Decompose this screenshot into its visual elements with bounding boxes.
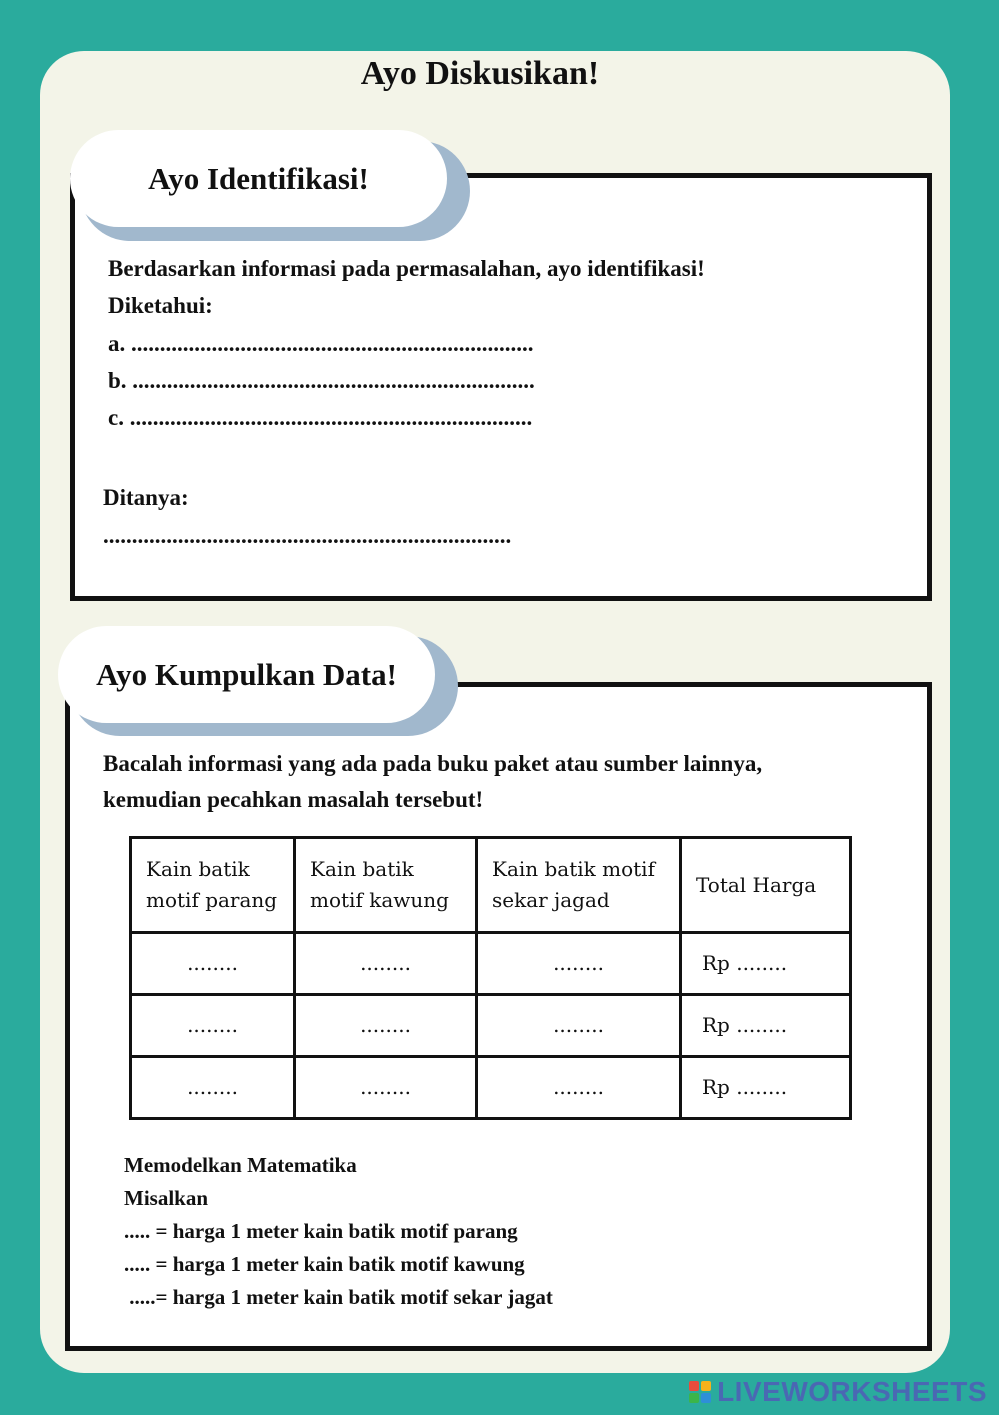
identify-heading-label: Ayo Identifikasi! xyxy=(148,160,369,196)
table-row xyxy=(131,995,851,1057)
known-label: Diketahui: xyxy=(108,293,213,318)
known-item-c[interactable]: c. ...................................................................... xyxy=(108,405,533,430)
header-total-label: Total Harga xyxy=(696,872,817,897)
known-item-a[interactable]: a. ...................................................................... xyxy=(108,331,534,356)
asked-answer-line[interactable]: ....................................................................... xyxy=(103,523,512,548)
header-sekar-jagad-line2: sekar jagad xyxy=(492,888,610,912)
collect-heading-label: Ayo Kumpulkan Data! xyxy=(96,656,397,692)
cell-parang[interactable]: ........ xyxy=(131,933,295,995)
price-table xyxy=(129,836,852,1120)
liveworksheets-brand xyxy=(689,1377,987,1407)
brand-label: LIVEWORKSHEETS xyxy=(717,1376,987,1407)
known-item-b[interactable]: b. ...................................................................... xyxy=(108,368,535,393)
cell-sekar-jagad[interactable]: ........ xyxy=(477,933,681,995)
model-line-kawung[interactable]: ..... = harga 1 meter kain batik motif kawung xyxy=(124,1252,525,1276)
liveworksheets-logo-icon xyxy=(689,1381,711,1403)
cell-total[interactable]: Rp ........ xyxy=(681,1057,851,1119)
header-sekar-jagad xyxy=(477,838,681,933)
cell-sekar-jagad[interactable]: ........ xyxy=(477,1057,681,1119)
cell-parang[interactable]: ........ xyxy=(131,995,295,1057)
table-row xyxy=(131,1057,851,1119)
collect-heading xyxy=(58,626,435,723)
identify-intro: Berdasarkan informasi pada permasalahan, ayo identifikasi! xyxy=(108,256,705,281)
model-let-label: Misalkan xyxy=(124,1186,209,1210)
model-line-parang[interactable]: ..... = harga 1 meter kain batik motif parang xyxy=(124,1219,518,1243)
header-sekar-jagad-line1: Kain batik motif xyxy=(492,857,655,881)
table-header-row xyxy=(131,838,851,933)
header-parang-line1: Kain batik xyxy=(146,857,250,881)
page-title: Ayo Diskusikan! xyxy=(360,55,600,92)
header-kawung xyxy=(295,838,477,933)
cell-kawung[interactable]: ........ xyxy=(295,1057,477,1119)
cell-sekar-jagad[interactable]: ........ xyxy=(477,995,681,1057)
header-parang-line2: motif parang xyxy=(146,888,278,912)
collect-instruction-line1: Bacalah informasi yang ada pada buku paket atau sumber lainnya, xyxy=(103,751,763,776)
cell-kawung[interactable]: ........ xyxy=(295,995,477,1057)
cell-total[interactable]: Rp ........ xyxy=(681,933,851,995)
header-kawung-line1: Kain batik xyxy=(310,857,414,881)
model-line-sekar-jagat[interactable]: .....= harga 1 meter kain batik motif sekar jagat xyxy=(124,1285,553,1309)
header-total xyxy=(681,838,851,933)
header-parang xyxy=(131,838,295,933)
model-heading: Memodelkan Matematika xyxy=(124,1153,357,1177)
identify-heading xyxy=(70,130,447,227)
table-row xyxy=(131,933,851,995)
cell-kawung[interactable]: ........ xyxy=(295,933,477,995)
header-kawung-line2: motif kawung xyxy=(310,888,449,912)
asked-label: Ditanya: xyxy=(103,485,189,510)
collect-instruction-line2: kemudian pecahkan masalah tersebut! xyxy=(103,787,484,812)
cell-total[interactable]: Rp ........ xyxy=(681,995,851,1057)
cell-parang[interactable]: ........ xyxy=(131,1057,295,1119)
